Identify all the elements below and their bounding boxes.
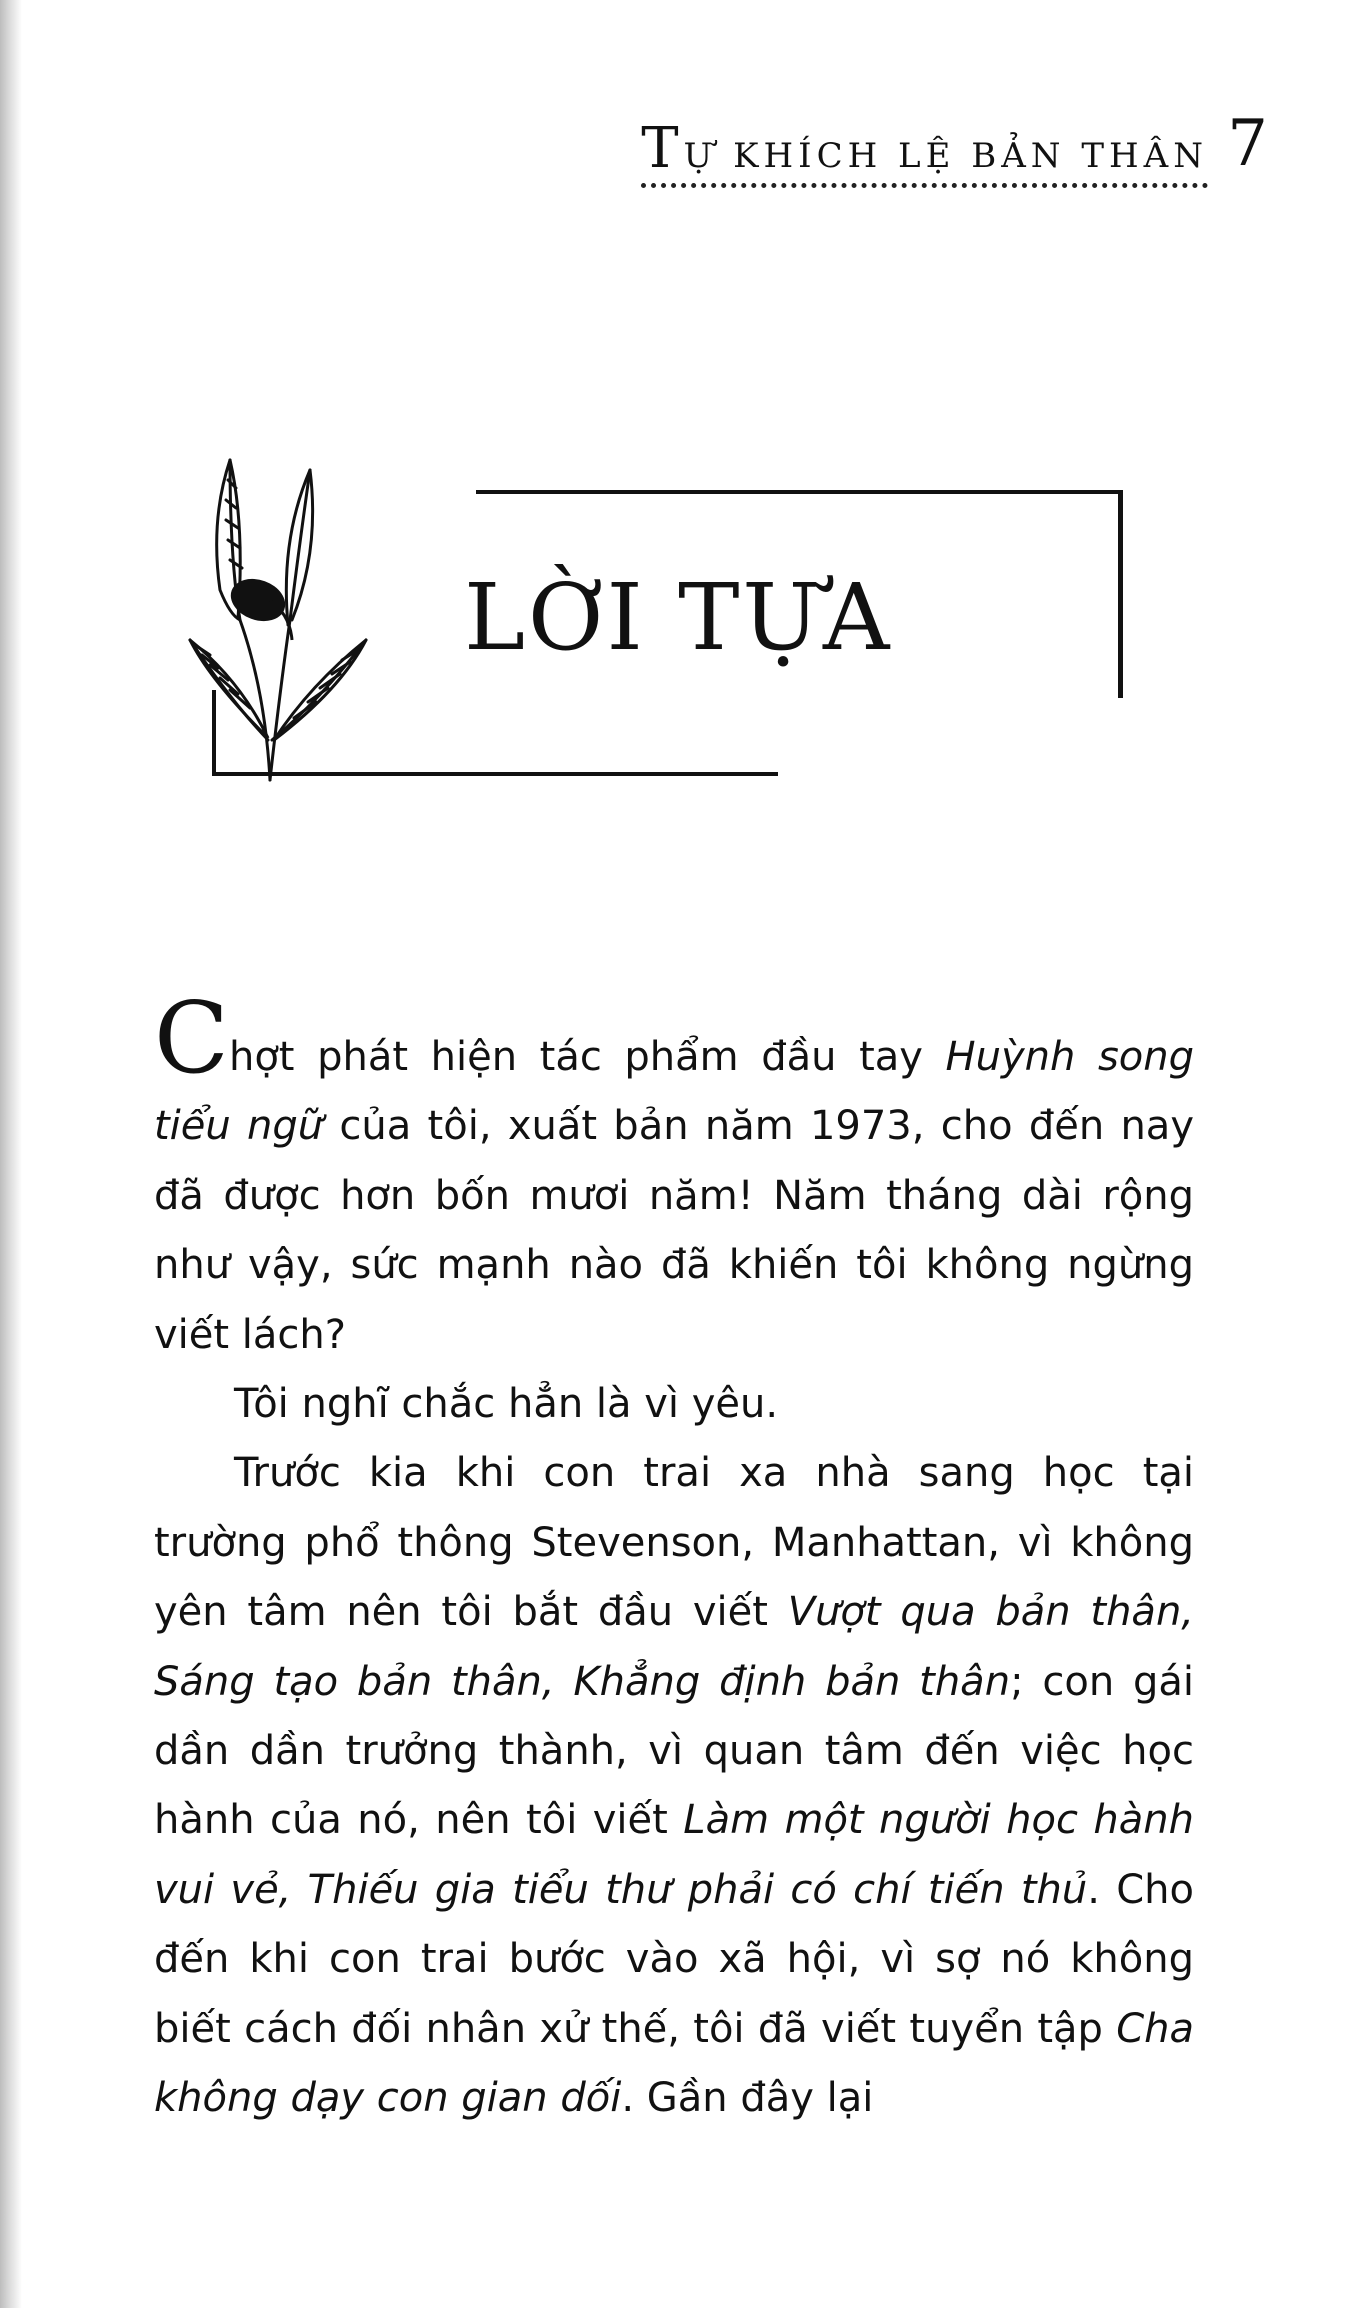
frame-left-line — [212, 690, 216, 776]
header-title-initial: T — [641, 116, 684, 181]
p3-book-titles-2: Làm một người học hành vui vẻ, Thiếu gia tiểu thư phải có chí tiến thủ — [154, 1797, 1194, 1913]
p3-text-2: ; con gái dần dần trưởng thành, vì quan tâm đến việc học hành của nó, nên tôi viết — [154, 1658, 1194, 1844]
frame-right-line — [1118, 490, 1123, 698]
paragraph-3 — [154, 1439, 1194, 2133]
page-number: 7 — [1227, 107, 1268, 181]
p3-book-title-3: Cha không dạy con gian dối — [154, 2005, 1194, 2122]
chapter-title: LỜI TỰA — [464, 564, 893, 671]
p1-text-1: hợt phát hiện tác phẩm đầu tay — [228, 1034, 946, 1080]
scan-edge-shadow — [0, 0, 22, 2308]
paragraph-1 — [154, 982, 1194, 1370]
p3-text-3: . Cho đến khi con trai bước vào xã hội, vì sợ nó không biết cách đối nhân xử thế, tôi đã viết tuyển tập — [154, 1866, 1195, 2052]
drop-cap: C — [154, 982, 229, 1096]
frame-bottom-line — [212, 772, 778, 776]
p3-book-titles-1: Vượt qua bản thân, Sáng tạo bản thân, Khẳng định bản thân — [154, 1589, 1195, 1705]
paragraph-2: Tôi nghĩ chắc hẳn là vì yêu. — [234, 1381, 779, 1428]
body-text — [154, 982, 1195, 2134]
running-header-title — [641, 116, 1208, 188]
p3-text-1: Trước kia khi con trai xa nhà sang học tại trường phổ thông Stevenson, Manhattan, vì không yên tâm nên tôi bắt đầu viết — [154, 1450, 1194, 1636]
running-header — [641, 118, 1208, 188]
header-title-rest: Ự KHÍCH LỆ BẢN THÂN — [683, 136, 1208, 176]
p1-book-title: Huỳnh song tiểu ngữ — [154, 1034, 1194, 1150]
p1-text-2: của tôi, xuất bản năm 1973, cho đến nay đã được hơn bốn mươi năm! Năm tháng dài rộng như vậy, sức mạnh nào đã khiến tôi không ngừng viết lách? — [154, 1103, 1194, 1358]
leaf-ornament-icon — [170, 440, 370, 790]
p3-text-4: . Gần đây lại — [621, 2075, 874, 2122]
frame-top-line — [476, 490, 1122, 494]
